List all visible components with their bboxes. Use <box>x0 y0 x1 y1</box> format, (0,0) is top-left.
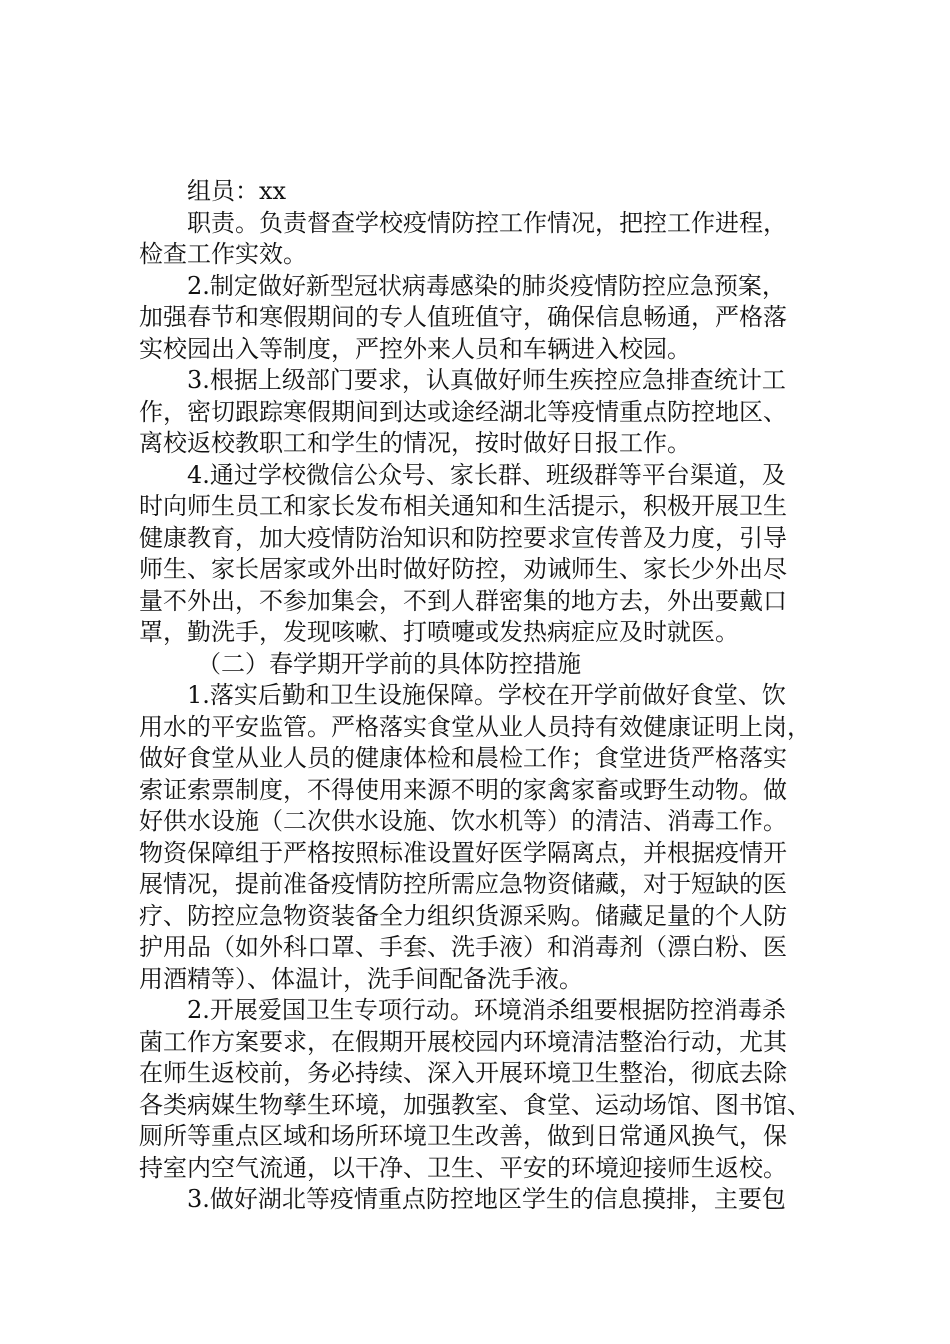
text-line: 索证索票制度，不得使用来源不明的家禽家畜或野生动物。做 <box>139 775 787 804</box>
text-line: 在师生返校前，务必持续、深入开展环境卫生整治，彻底去除 <box>139 1059 787 1087</box>
text-line: 4.通过学校微信公众号、家长群、班级群等平台渠道，及 <box>187 460 786 489</box>
text-line: 师生、家长居家或外出时做好防控，劝诫师生、家长少外出尽 <box>139 555 787 583</box>
text-line: 用酒精等）、体温计，洗手间配备洗手液。 <box>139 964 583 993</box>
text-line: 量不外出，不参加集会，不到人群密集的地方去，外出要戴口 <box>139 586 787 615</box>
text-line: （二）春学期开学前的具体防控措施 <box>197 649 581 678</box>
text-line: 用水的平安监管。严格落实食堂从业人员持有效健康证明上岗， <box>139 712 811 741</box>
text-line: 疗、防控应急物资装备全力组织货源采购。储藏足量的个人防 <box>139 901 787 930</box>
text-line: 职责。负责督查学校疫情防控工作情况，把控工作进程， <box>187 208 787 237</box>
text-line: 2.制定做好新型冠状病毒感染的肺炎疫情防控应急预案， <box>187 271 786 300</box>
text-line: 健康教育，加大疫情防治知识和防控要求宣传普及力度，引导 <box>139 523 787 552</box>
text-line: 好供水设施（二次供水设施、饮水机等）的清洁、消毒工作。 <box>139 807 787 835</box>
text-line: 做好食堂从业人员的健康体检和晨检工作；食堂进货严格落实 <box>139 744 787 772</box>
text-line: 物资保障组于严格按照标准设置好医学隔离点，并根据疫情开 <box>139 838 787 867</box>
text-line: 3.做好湖北等疫情重点防控地区学生的信息摸排，主要包 <box>187 1185 786 1213</box>
text-line: 作，密切跟踪寒假期间到达或途经湖北等疫情重点防控地区、 <box>139 397 787 426</box>
text-line: 实校园出入等制度，严控外来人员和车辆进入校园。 <box>139 334 691 363</box>
text-line: 加强春节和寒假期间的专人值班值守，确保信息畅通，严格落 <box>139 303 787 331</box>
text-line: 菌工作方案要求，在假期开展校园内环境清洁整治行动，尤其 <box>139 1027 787 1056</box>
text-line: 展情况，提前准备疫情防控所需应急物资储藏，对于短缺的医 <box>139 870 787 898</box>
text-line: 各类病媒生物孳生环境，加强教室、食堂、运动场馆、图书馆、 <box>139 1090 811 1119</box>
text-line: 厕所等重点区域和场所环境卫生改善，做到日常通风换气，保 <box>139 1122 787 1150</box>
text-line: 检查工作实效。 <box>139 240 307 268</box>
text-line: 1.落实后勤和卫生设施保障。学校在开学前做好食堂、饮 <box>187 681 786 709</box>
text-line: 3.根据上级部门要求，认真做好师生疾控应急排查统计工 <box>187 366 786 394</box>
text-line: 持室内空气流通，以干净、卫生、平安的环境迎接师生返校。 <box>139 1153 787 1182</box>
text-line: 护用品（如外科口罩、手套、洗手液）和消毒剂（漂白粉、医 <box>139 933 787 961</box>
document-body <box>139 176 835 1216</box>
text-line: 2.开展爱国卫生专项行动。环境消杀组要根据防控消毒杀 <box>187 996 786 1024</box>
text-line: 罩，勤洗手，发现咳嗽、打喷嚏或发热病症应及时就医。 <box>139 618 739 646</box>
text-line: 组员：xx <box>187 177 287 205</box>
text-line: 时向师生员工和家长发布相关通知和生活提示，积极开展卫生 <box>139 492 787 520</box>
text-line: 离校返校教职工和学生的情况，按时做好日报工作。 <box>139 429 691 457</box>
